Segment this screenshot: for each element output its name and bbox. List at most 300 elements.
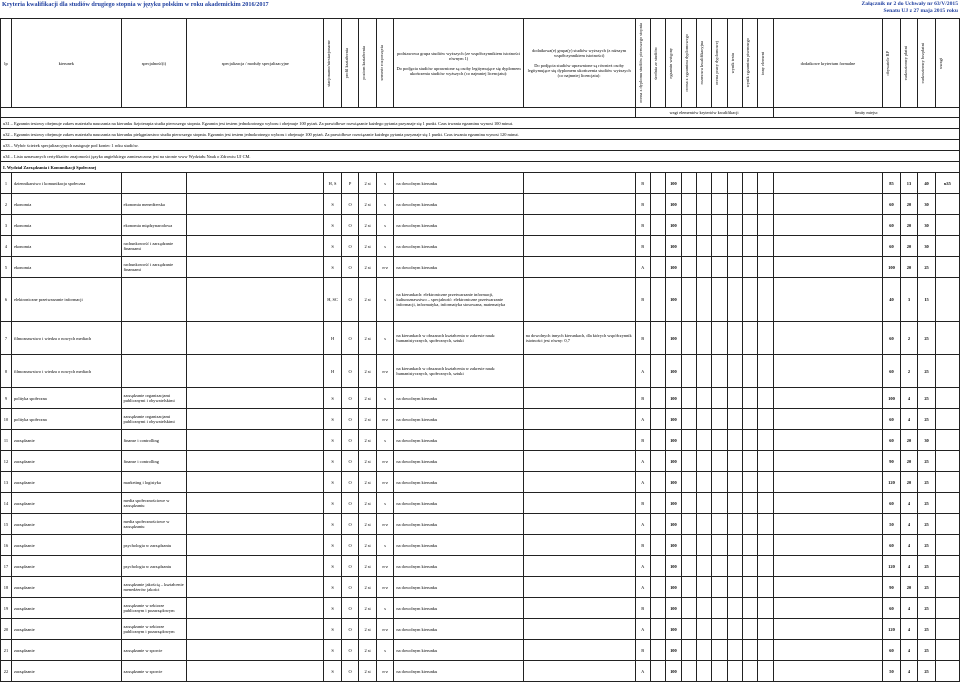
weights-row (1, 108, 960, 118)
col-lim3: cudzoziemcy bezpłatni (918, 19, 936, 108)
limit-paid-cell: 4 (900, 409, 918, 430)
limit-paid-cell: 20 (900, 236, 918, 257)
mode-cell: n-z (376, 472, 394, 493)
weight-value-cell: 100 (666, 257, 681, 278)
kierunek-cell: polityka społeczna (11, 409, 121, 430)
weight-cell (758, 257, 773, 278)
weight-cell (742, 556, 757, 577)
level-cell: 2 st (359, 215, 377, 236)
specz-cell (187, 388, 324, 409)
specz-cell (187, 472, 324, 493)
group-a-cell: na dowolnym kierunku (394, 409, 523, 430)
weight-cell (696, 472, 711, 493)
extra-criterion-cell (773, 619, 883, 640)
limit-paid-cell: 4 (900, 640, 918, 661)
weight-cell (727, 556, 742, 577)
limits-label: limity miejsc (773, 108, 959, 118)
mode-cell: n-z (376, 355, 394, 388)
extra-criterion-cell (773, 535, 883, 556)
extra-criterion-cell (773, 409, 883, 430)
lp-cell: 5 (1, 257, 12, 278)
extra-criterion-cell (773, 472, 883, 493)
group-a-cell: na dowolnym kierunku (394, 451, 523, 472)
lp-cell: 4 (1, 236, 12, 257)
col-rot8: wynik egzaminu pisemnego (742, 19, 757, 108)
lp-cell: 8 (1, 355, 12, 388)
weight-cell (742, 577, 757, 598)
limit-paid-cell: 4 (900, 598, 918, 619)
weight-cell (681, 430, 696, 451)
weight-value-cell: 100 (666, 493, 681, 514)
weight-cell (681, 215, 696, 236)
group-b-cell (523, 661, 635, 682)
group-b-cell (523, 472, 635, 493)
col-uwagi3: poziom kształcenia (359, 19, 377, 108)
col-specjalnosc: specjalność(i) (121, 19, 187, 108)
limit-pl-cell: 120 (883, 556, 901, 577)
lp-cell: 1 (1, 173, 12, 194)
weight-cell (742, 535, 757, 556)
mode-cell: n-z (376, 451, 394, 472)
table-row (1, 577, 960, 598)
kierunek-cell: ekonomia (11, 236, 121, 257)
remarks-cell (935, 430, 959, 451)
mode-cell: s (376, 194, 394, 215)
group-a-cell: na dowolnym kierunku (394, 388, 523, 409)
profile-cell: O (341, 514, 359, 535)
weight-symbol-cell: B (635, 236, 650, 257)
col-lp: lp (1, 19, 12, 108)
group-b-cell (523, 430, 635, 451)
weight-cell (650, 472, 665, 493)
weight-cell (712, 430, 727, 451)
extra-criterion-cell (773, 451, 883, 472)
group-b-cell (523, 215, 635, 236)
weight-cell (727, 451, 742, 472)
col-uwagi: uwagi (935, 19, 959, 108)
area-cell: S (324, 257, 342, 278)
appendix-line-1: Załącznik nr 2 do Uchwały nr 63/V/2015 (861, 1, 958, 7)
group-a-cell: na dowolnym kierunku (394, 236, 523, 257)
limit-pl-cell: 60 (883, 493, 901, 514)
weight-cell (650, 388, 665, 409)
weight-cell (727, 577, 742, 598)
section-heading: I. Wydział Zarządzania i Komunikacji Społecznej (1, 162, 960, 173)
level-cell: 2 st (359, 322, 377, 355)
table-row (1, 661, 960, 682)
kierunek-cell: ekonomia (11, 215, 121, 236)
table-row (1, 355, 960, 388)
weight-cell (758, 577, 773, 598)
weight-cell (727, 278, 742, 322)
note-row (1, 151, 960, 162)
limit-paid-cell: 20 (900, 577, 918, 598)
weight-cell (650, 661, 665, 682)
weight-cell (758, 430, 773, 451)
weight-cell (742, 322, 757, 355)
weight-cell (650, 278, 665, 322)
weight-symbol-cell: B (635, 278, 650, 322)
limit-free-cell: 30 (918, 194, 936, 215)
weight-cell (758, 194, 773, 215)
weight-cell (727, 514, 742, 535)
kierunek-cell: zarządzanie (11, 493, 121, 514)
note-text: u31 – Egzamin testowy obejmuje zakres materiału nauczania na kierunku fizjoterapia studia pierwszego stopnia. Egzamin jest testem jednokrotnego wyboru i obejmuje 100 pytań. Za prawidłowe rozwiązanie każdego pytania przyznaje się 1 punkt. Czas trwania egzaminu wynosi 100 minut. (1, 118, 960, 129)
table-row (1, 640, 960, 661)
profile-cell: P (341, 173, 359, 194)
level-cell: 2 st (359, 661, 377, 682)
group-b-cell (523, 619, 635, 640)
area-cell: S (324, 598, 342, 619)
limit-paid-cell: 20 (900, 430, 918, 451)
remarks-cell (935, 472, 959, 493)
spec-cell: rachunkowość i zarządzanie finansami (121, 236, 187, 257)
weight-cell (758, 278, 773, 322)
spec-cell: zarządzanie w sporcie (121, 661, 187, 682)
weight-cell (681, 409, 696, 430)
remarks-cell (935, 661, 959, 682)
weight-cell (681, 577, 696, 598)
remarks-cell (935, 640, 959, 661)
limit-pl-cell: 100 (883, 388, 901, 409)
specz-cell (187, 173, 324, 194)
weight-cell (712, 514, 727, 535)
group-a-cell: na dowolnym kierunku (394, 194, 523, 215)
appendix-line-2: Senatu UJ z 27 maja 2015 roku (883, 8, 958, 14)
weight-cell (712, 215, 727, 236)
weight-value-cell: 100 (666, 430, 681, 451)
level-cell: 2 st (359, 173, 377, 194)
level-cell: 2 st (359, 355, 377, 388)
weight-symbol-cell: B (635, 535, 650, 556)
spec-cell: ekonomia menedżerska (121, 194, 187, 215)
mode-cell: n-z (376, 577, 394, 598)
weight-cell (696, 215, 711, 236)
table-row (1, 322, 960, 355)
document-title: Kryteria kwalifikacji dla studiów drugiego stopnia w języku polskim w roku akademickim 2016/2017 (2, 1, 269, 8)
weight-cell (742, 430, 757, 451)
weight-cell (727, 409, 742, 430)
remarks-cell (935, 493, 959, 514)
group-a-cell: na dowolnym kierunku (394, 430, 523, 451)
group-b-cell (523, 278, 635, 322)
mode-cell: n-z (376, 409, 394, 430)
table-row (1, 236, 960, 257)
specz-cell (187, 640, 324, 661)
level-cell: 2 st (359, 619, 377, 640)
spec-cell: rachunkowość i zarządzanie finansami (121, 257, 187, 278)
extra-criterion-cell (773, 598, 883, 619)
lp-cell: 22 (1, 661, 12, 682)
area-cell: S (324, 661, 342, 682)
profile-cell: O (341, 194, 359, 215)
remarks-cell (935, 577, 959, 598)
limit-free-cell: 25 (918, 409, 936, 430)
appendix-note (862, 1, 958, 15)
specz-cell (187, 278, 324, 322)
col-dodatkowe: dodatkowe kryterium formalne (773, 19, 883, 108)
limit-free-cell: 25 (918, 493, 936, 514)
group-a-cell: na dowolnym kierunku (394, 661, 523, 682)
spec-cell: psychologia w zarządzaniu (121, 556, 187, 577)
area-cell: S (324, 215, 342, 236)
weight-cell (758, 173, 773, 194)
limit-free-cell: 25 (918, 661, 936, 682)
table-row (1, 472, 960, 493)
weight-symbol-cell: B (635, 194, 650, 215)
group-b-cell (523, 409, 635, 430)
limit-pl-cell: 100 (883, 257, 901, 278)
mode-cell: n-z (376, 556, 394, 577)
area-cell: S (324, 493, 342, 514)
lp-cell: 10 (1, 409, 12, 430)
group-b-cell (523, 640, 635, 661)
area-cell: S (324, 514, 342, 535)
limit-paid-cell: 20 (900, 215, 918, 236)
group-a-cell: na dowolnym kierunku (394, 215, 523, 236)
lp-cell: 21 (1, 640, 12, 661)
weight-cell (727, 472, 742, 493)
weight-cell (712, 535, 727, 556)
level-cell: 2 st (359, 640, 377, 661)
extra-criterion-cell (773, 322, 883, 355)
spec-cell: zarządzanie organizacjami publicznymi i obywatelskimi (121, 388, 187, 409)
weight-symbol-cell: B (635, 493, 650, 514)
weight-cell (742, 173, 757, 194)
weight-cell (650, 322, 665, 355)
weight-cell (681, 278, 696, 322)
remarks-cell (935, 409, 959, 430)
kierunek-cell: ekonomia (11, 194, 121, 215)
limit-paid-cell: 4 (900, 619, 918, 640)
weight-symbol-cell: B (635, 322, 650, 355)
extra-criterion-cell (773, 430, 883, 451)
group-b-cell (523, 173, 635, 194)
weight-value-cell: 100 (666, 194, 681, 215)
spec-cell: psychologia w zarządzaniu (121, 535, 187, 556)
table-row (1, 430, 960, 451)
extra-criterion-cell (773, 173, 883, 194)
specz-cell (187, 355, 324, 388)
weight-value-cell: 100 (666, 598, 681, 619)
remarks-cell (935, 598, 959, 619)
kierunek-cell: zarządzanie (11, 430, 121, 451)
remarks-cell (935, 619, 959, 640)
note-row (1, 140, 960, 151)
group-b-cell (523, 577, 635, 598)
area-cell: H, SC (324, 278, 342, 322)
profile-cell: O (341, 257, 359, 278)
kierunek-cell: zarządzanie (11, 640, 121, 661)
weight-value-cell: 100 (666, 472, 681, 493)
level-cell: 2 st (359, 556, 377, 577)
weight-cell (727, 640, 742, 661)
remarks-cell (935, 236, 959, 257)
limit-free-cell: 25 (918, 619, 936, 640)
weight-cell (742, 355, 757, 388)
limit-pl-cell: 50 (883, 514, 901, 535)
weight-cell (681, 322, 696, 355)
specz-cell (187, 322, 324, 355)
group-a-cell: na kierunkach w obszarach kształcenia w zakresie nauk: humanistycznych, społecznych, sztuki (394, 322, 523, 355)
lp-cell: 20 (1, 619, 12, 640)
limit-pl-cell: 50 (883, 661, 901, 682)
weight-cell (727, 322, 742, 355)
lp-cell: 9 (1, 388, 12, 409)
extra-criterion-cell (773, 194, 883, 215)
weight-cell (742, 194, 757, 215)
group-a-cell: na kierunkach w obszarach kształcenia w zakresie nauk: humanistycznych, społecznych, sztuki (394, 355, 523, 388)
weight-cell (681, 194, 696, 215)
limit-free-cell: 25 (918, 577, 936, 598)
weight-cell (681, 173, 696, 194)
profile-cell: O (341, 640, 359, 661)
group-b-cell (523, 535, 635, 556)
weight-cell (712, 194, 727, 215)
limit-pl-cell: 60 (883, 194, 901, 215)
remarks-cell (935, 215, 959, 236)
level-cell: 2 st (359, 577, 377, 598)
col-rot9: inny element (758, 19, 773, 108)
area-cell: S (324, 535, 342, 556)
weight-cell (712, 322, 727, 355)
mode-cell: s (376, 430, 394, 451)
table-row (1, 619, 960, 640)
group-a-cell: na dowolnym kierunku (394, 577, 523, 598)
weight-cell (681, 355, 696, 388)
table-row (1, 173, 960, 194)
specz-cell (187, 451, 324, 472)
weight-cell (742, 451, 757, 472)
limit-free-cell: 25 (918, 514, 936, 535)
mode-cell: s (376, 598, 394, 619)
weight-cell (696, 619, 711, 640)
weight-cell (758, 472, 773, 493)
limit-pl-cell: 60 (883, 598, 901, 619)
limit-pl-cell: 60 (883, 322, 901, 355)
table-row (1, 535, 960, 556)
limit-pl-cell: 120 (883, 619, 901, 640)
weight-cell (712, 355, 727, 388)
area-cell: S (324, 194, 342, 215)
weight-cell (696, 514, 711, 535)
weight-cell (696, 194, 711, 215)
extra-criterion-cell (773, 388, 883, 409)
limit-pl-cell: 60 (883, 236, 901, 257)
weight-cell (650, 514, 665, 535)
remarks-cell: u35 (935, 173, 959, 194)
area-cell: S (324, 640, 342, 661)
weight-cell (712, 598, 727, 619)
limit-pl-cell: 60 (883, 640, 901, 661)
remarks-cell (935, 514, 959, 535)
level-cell: 2 st (359, 257, 377, 278)
limit-paid-cell: 4 (900, 556, 918, 577)
specz-cell (187, 619, 324, 640)
profile-cell: O (341, 215, 359, 236)
weight-cell (727, 430, 742, 451)
weight-cell (727, 355, 742, 388)
weight-cell (681, 535, 696, 556)
profile-cell: O (341, 322, 359, 355)
note-text: u32 – Egzamin testowy obejmuje zakres materiału nauczania na kierunku pielęgniarstwo studia pierwszego stopnia. Egzamin jest testem jednokrotnego wyboru i obejmuje 100 pytań. Za prawidłowe rozwiązanie każdego pytania przyznaje się 1 punkt. Czas trwania egzaminu wynosi 120 minut. (1, 129, 960, 140)
weight-cell (650, 236, 665, 257)
kierunek-cell: zarządzanie (11, 577, 121, 598)
header-row (1, 19, 960, 108)
specz-cell (187, 409, 324, 430)
col-rot6: ocena pracy dyplomowej (712, 19, 727, 108)
col-lim1: obywatele RP (883, 19, 901, 108)
weight-value-cell: 100 (666, 278, 681, 322)
weight-cell (696, 640, 711, 661)
weight-symbol-cell: A (635, 257, 650, 278)
weight-cell (742, 640, 757, 661)
weight-cell (650, 173, 665, 194)
kierunek-cell: zarządzanie (11, 598, 121, 619)
weight-value-cell: 100 (666, 535, 681, 556)
table-row (1, 556, 960, 577)
spec-cell: marketing i logistyka (121, 472, 187, 493)
remarks-cell (935, 451, 959, 472)
weight-cell (758, 661, 773, 682)
level-cell: 2 st (359, 388, 377, 409)
limit-free-cell: 25 (918, 388, 936, 409)
extra-criterion-cell (773, 514, 883, 535)
mode-cell: s (376, 640, 394, 661)
profile-cell: O (341, 493, 359, 514)
level-cell: 2 st (359, 278, 377, 322)
col-rot7: wynik testu (727, 19, 742, 108)
mode-cell: s (376, 236, 394, 257)
weight-value-cell: 100 (666, 619, 681, 640)
limit-paid-cell: 3 (900, 278, 918, 322)
weight-cell (727, 173, 742, 194)
specz-cell (187, 430, 324, 451)
group-b-cell (523, 493, 635, 514)
lp-cell: 11 (1, 430, 12, 451)
weight-cell (712, 577, 727, 598)
spec-cell (121, 278, 187, 322)
weight-cell (681, 556, 696, 577)
weight-cell (742, 409, 757, 430)
spec-cell: zarządzanie w sektorze publicznym i pozarządowym (121, 619, 187, 640)
weight-value-cell: 100 (666, 451, 681, 472)
limit-free-cell: 15 (918, 278, 936, 322)
weight-cell (758, 215, 773, 236)
col-rot4: ocena z egzaminu dyplomowego (681, 19, 696, 108)
weight-cell (712, 236, 727, 257)
limit-pl-cell: 40 (883, 278, 901, 322)
mode-cell: n-z (376, 257, 394, 278)
lp-cell: 3 (1, 215, 12, 236)
col-specjalizacja: specjalizacja / moduły specjalizacyjne (187, 19, 324, 108)
weight-cell (650, 493, 665, 514)
kierunek-cell: dziennikarstwo i komunikacja społeczna (11, 173, 121, 194)
weight-cell (727, 598, 742, 619)
weight-cell (727, 236, 742, 257)
extra-criterion-cell (773, 257, 883, 278)
group-b-cell (523, 451, 635, 472)
spec-cell: zarządzanie w sektorze publicznym i pozarządowym (121, 598, 187, 619)
extra-criterion-cell (773, 278, 883, 322)
area-cell: S (324, 577, 342, 598)
weight-cell (681, 388, 696, 409)
limit-paid-cell: 2 (900, 355, 918, 388)
weight-cell (650, 535, 665, 556)
specz-cell (187, 535, 324, 556)
weight-cell (712, 619, 727, 640)
weight-cell (742, 215, 757, 236)
